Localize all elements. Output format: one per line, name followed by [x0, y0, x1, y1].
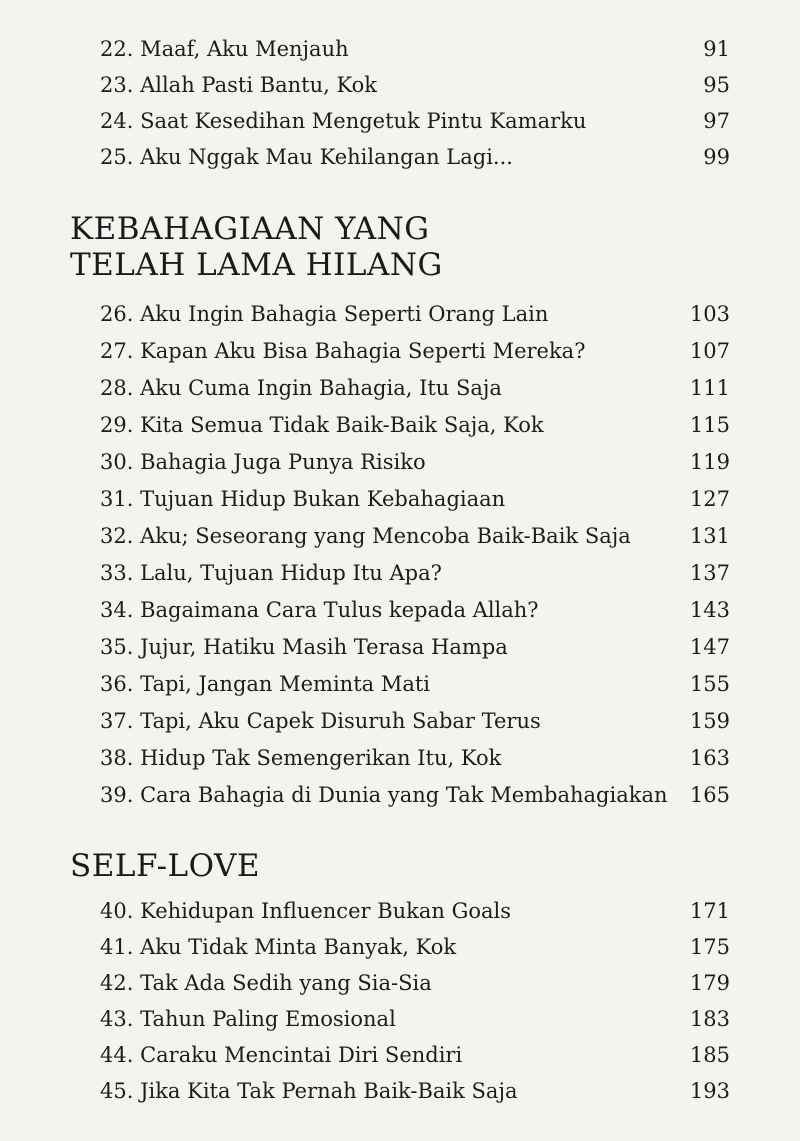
toc-entry-page: 193: [689, 1079, 730, 1103]
section-heading-line: TELAH LAMA HILANG: [70, 247, 443, 283]
toc-entry-title: 41. Aku Tidak Minta Banyak, Kok: [100, 935, 457, 959]
toc-entry-title: 32. Aku; Seseorang yang Mencoba Baik-Baik Saja: [100, 524, 631, 548]
toc-entry: [100, 1037, 730, 1073]
toc-entry: [100, 893, 730, 929]
toc-entry-page: 183: [689, 1007, 730, 1031]
toc-entry: [100, 103, 730, 139]
toc-entry: [100, 555, 730, 591]
toc-entry: [100, 1073, 730, 1109]
toc-entry-title: 40. Kehidupan Influencer Bukan Goals: [100, 899, 512, 923]
toc-entry: [100, 929, 730, 965]
toc-entry: [100, 444, 730, 480]
toc-entry-page: 115: [689, 413, 730, 437]
toc-entry: [100, 67, 730, 103]
toc-entry: [100, 370, 730, 406]
toc-entry-title: 35. Jujur, Hatiku Masih Terasa Hampa: [100, 635, 508, 659]
toc-entry-title: 44. Caraku Mencintai Diri Sendiri: [100, 1043, 463, 1067]
section-heading-line: KEBAHAGIAAN YANG: [70, 211, 430, 247]
toc-entry-title: 28. Aku Cuma Ingin Bahagia, Itu Saja: [100, 376, 502, 400]
toc-entry-title: 25. Aku Nggak Mau Kehilangan Lagi...: [100, 145, 513, 169]
toc-entry: [100, 481, 730, 517]
toc-entry-page: 165: [689, 783, 730, 807]
toc-entry: [100, 703, 730, 739]
toc-entry-page: 119: [689, 450, 730, 474]
toc-entry-title: 34. Bagaimana Cara Tulus kepada Allah?: [100, 598, 539, 622]
toc-entry-title: 36. Tapi, Jangan Meminta Mati: [100, 672, 431, 696]
toc-entry-page: 143: [689, 598, 730, 622]
toc-entry: [100, 965, 730, 1001]
toc-entry-title: 24. Saat Kesedihan Mengetuk Pintu Kamarku: [100, 109, 587, 133]
toc-entry-title: 27. Kapan Aku Bisa Bahagia Seperti Mereka?: [100, 339, 586, 363]
toc-entry-page: 103: [689, 302, 730, 326]
toc-entry-page: 91: [703, 37, 730, 61]
toc-entry-page: 179: [689, 971, 730, 995]
toc-entry-page: 107: [689, 339, 730, 363]
toc-entry-title: 31. Tujuan Hidup Bukan Kebahagiaan: [100, 487, 506, 511]
toc-entry: [100, 407, 730, 443]
toc-entry-page: 99: [703, 145, 730, 169]
toc-entry-page: 111: [689, 376, 730, 400]
toc-entry: [100, 777, 730, 813]
toc-entry-page: 127: [689, 487, 730, 511]
toc-entry-page: 175: [689, 935, 730, 959]
toc-entry-title: 22. Maaf, Aku Menjauh: [100, 37, 349, 61]
toc-entry-page: 171: [689, 899, 730, 923]
toc-entry-title: 37. Tapi, Aku Capek Disuruh Sabar Terus: [100, 709, 541, 733]
toc-entry-title: 38. Hidup Tak Semengerikan Itu, Kok: [100, 746, 502, 770]
toc-entry: [100, 31, 730, 67]
toc-entry: [100, 629, 730, 665]
toc-entry-page: 155: [689, 672, 730, 696]
toc-entry-page: 147: [689, 635, 730, 659]
toc-entry-title: 29. Kita Semua Tidak Baik-Baik Saja, Kok: [100, 413, 544, 437]
toc-entry: [100, 1001, 730, 1037]
toc-entry: [100, 139, 730, 175]
toc-entry-page: 131: [689, 524, 730, 548]
toc-entry-title: 43. Tahun Paling Emosional: [100, 1007, 396, 1031]
toc-entry-page: 163: [689, 746, 730, 770]
toc-entry-title: 39. Cara Bahagia di Dunia yang Tak Membahagiakan: [100, 783, 668, 807]
toc-entry-title: 33. Lalu, Tujuan Hidup Itu Apa?: [100, 561, 442, 585]
toc-entry-page: 159: [689, 709, 730, 733]
toc-entry-page: 137: [689, 561, 730, 585]
toc-entry: [100, 740, 730, 776]
toc-entry-page: 95: [703, 73, 730, 97]
toc-entry-title: 23. Allah Pasti Bantu, Kok: [100, 73, 377, 97]
toc-entry-title: 30. Bahagia Juga Punya Risiko: [100, 450, 426, 474]
toc-entry-title: 45. Jika Kita Tak Pernah Baik-Baik Saja: [100, 1079, 518, 1103]
toc-entry-title: 42. Tak Ada Sedih yang Sia-Sia: [100, 971, 432, 995]
section-heading-line: SELF-LOVE: [70, 848, 261, 884]
toc-entry-title: 26. Aku Ingin Bahagia Seperti Orang Lain: [100, 302, 549, 326]
toc-entry: [100, 518, 730, 554]
toc-entry: [100, 666, 730, 702]
toc-entry: [100, 333, 730, 369]
toc-entry: [100, 592, 730, 628]
toc-entry-page: 97: [703, 109, 730, 133]
toc-entry: [100, 296, 730, 332]
toc-entry-page: 185: [689, 1043, 730, 1067]
